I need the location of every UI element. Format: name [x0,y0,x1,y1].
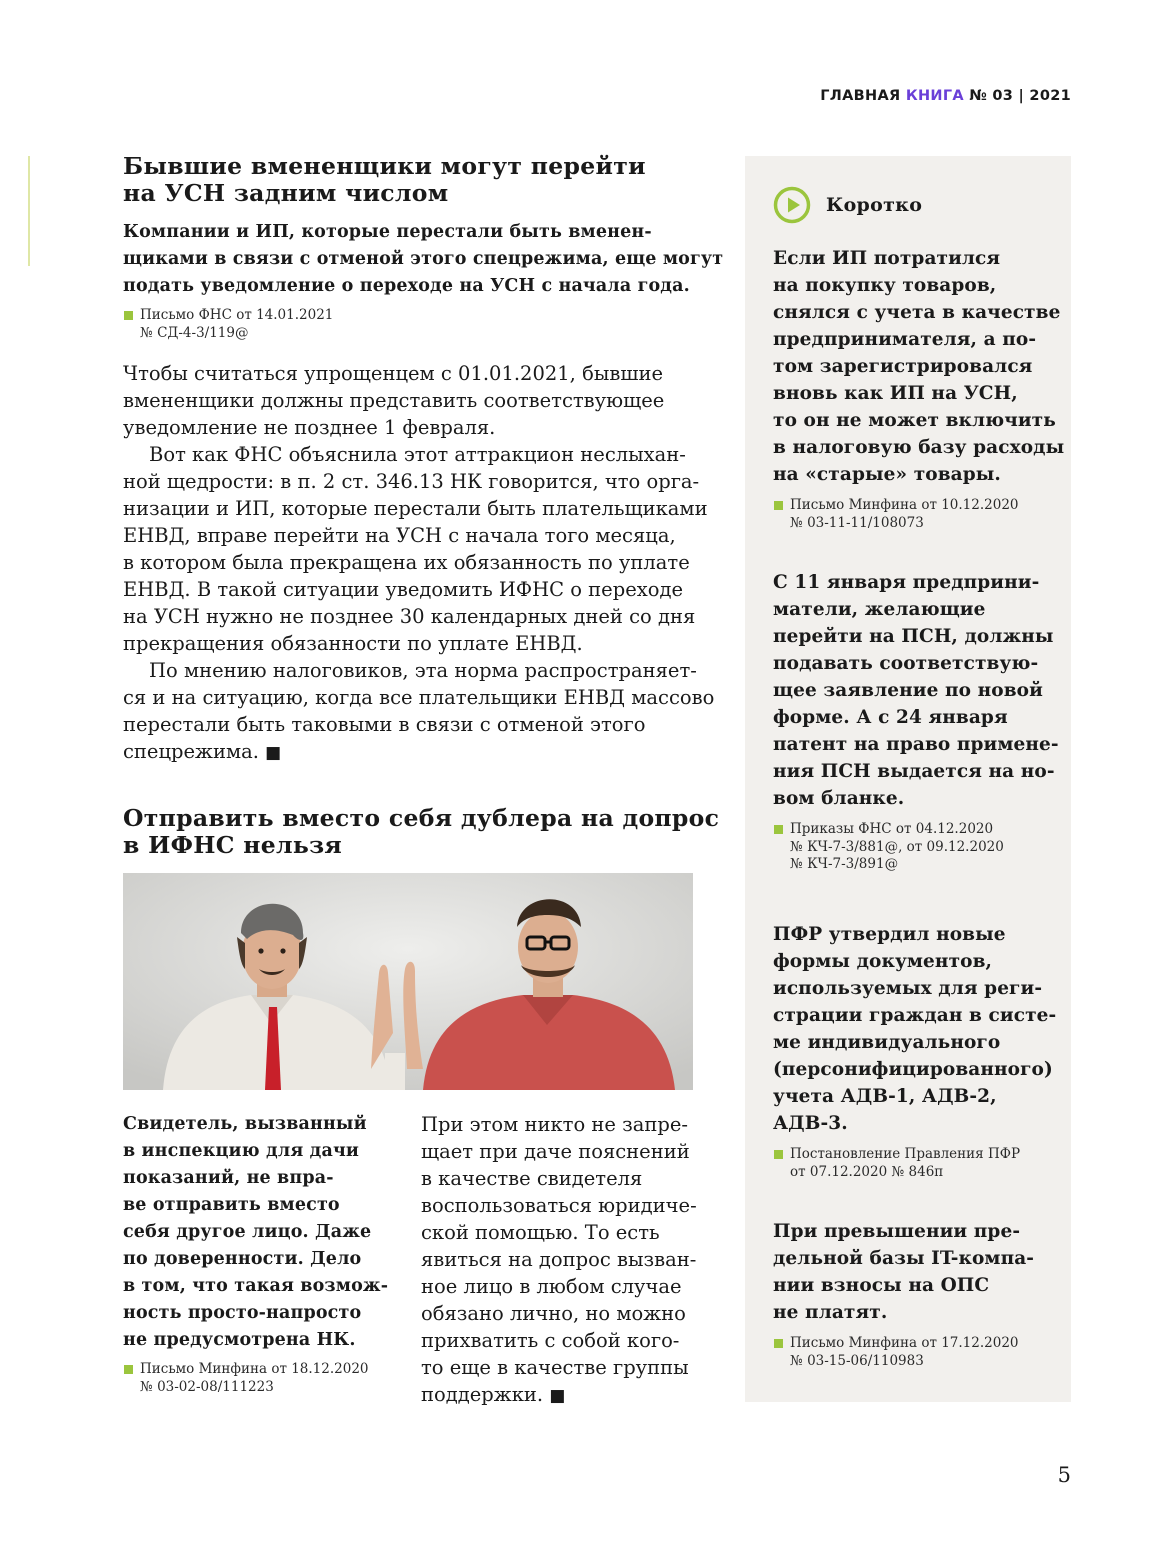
brief-item [773,245,1063,532]
play-icon [773,186,811,224]
brief-text: При превышении пре- дельной базы IT-компа- нии взносы на ОПС не платят. [773,1221,1035,1323]
paragraph: По мнению налоговиков, эта норма распространяет- ся и на ситуацию, когда все плательщики ЕНВД массово перестали быть таковыми в связи с отменой этого спецрежима. ■ [123,659,715,763]
brief-source: Письмо Минфина от 10.12.2020 № 03-11-11/108073 [773,497,1063,532]
brief-source: Постановление Правления ПФР от 07.12.2020 № 846п [773,1146,1063,1181]
brief-item [773,1218,1063,1370]
article-1-lead: Компании и ИП, которые перестали быть вменен- щиками в связи с отменой этого спецрежима, еще могут подать уведомление о переходе на УСН с начала года. [123,222,724,296]
article-2-lead: Свидетель, вызванный в инспекцию для дачи показаний, не впра- ве отправить вместо себя другое лицо. Даже по доверенности. Дело в том, что такая возмож- ность просто-напросто не предусмотрена НК. [123,1114,389,1350]
article-1-source: Письмо ФНС от 14.01.2021 № СД-4-3/119@ [123,307,697,342]
brand-part2: КНИГА [905,88,964,104]
brief-source: Письмо Минфина от 17.12.2020 № 03-15-06/110983 [773,1335,1063,1370]
brief-item [773,921,1063,1181]
article-1 [123,152,724,767]
end-mark: ■ [549,1386,566,1406]
article-2-title: Отправить вместо себя дублера на допрос в ИФНС нельзя [123,804,720,859]
article-2-photo [123,873,693,1090]
sidebar-briefs [745,156,1071,1402]
brief-text: С 11 января предприни- матели, желающие перейти на ПСН, должны подавать соответствую- щее заявление по новой форме. А с 24 января патент на право примене- ния ПСН выдается на но- вом бланке. [773,572,1059,809]
paragraph: Вот как ФНС объяснила этот аттракцион неслыхан- ной щедрости: в п. 2 ст. 346.13 НК говорится, что орга- низации и ИП, которые перестали быть плательщиками ЕНВД, вправе перейти на УСН с начала того месяца, в котором была прекращена их обязанность по уплате ЕНВД. В такой ситуации уведомить ИФНС о переходе на УСН нужно не позднее 30 календарных дней со дня прекращения обязанности по уплате ЕНВД. [123,443,708,655]
brief-text: Если ИП потратился на покупку товаров, снялся с учета в качестве предпринимателя, а по- том зарегистрировался вновь как ИП на УСН, то он не может включить в налоговую базу расходы на «старые» товары. [773,248,1065,485]
article-2 [123,804,720,859]
paragraph: Чтобы считаться упрощенцем с 01.01.2021, бывшие вмененщики должны представить соответствующее уведомление не позднее 1 февраля. [123,362,665,439]
brand-part1: ГЛАВНАЯ [820,88,901,104]
article-1-body [123,360,715,767]
end-mark: ■ [265,743,282,763]
brief-source: Приказы ФНС от 04.12.2020 № КЧ-7-3/881@, от 09.12.2020 № КЧ-7-3/891@ [773,821,1063,874]
margin-rule [28,156,30,266]
sidebar-header [773,186,922,224]
issue-number: № 03 | 2021 [969,88,1071,104]
article-2-body: При этом никто не запре- щает при даче пояснений в качестве свидетеля воспользоваться юридиче- ской помощью. То есть явиться на допрос вызван- ное лицо в любом случае обязано лично, но можно прихватить с собой кого- то еще в качестве группы поддержки. ■ [421,1113,697,1406]
article-2-lead-column [123,1111,393,1396]
sidebar-title: Коротко [826,194,923,216]
article-1-title: Бывшие вмененщики могут перейти на УСН задним числом [123,152,646,207]
page-number: 5 [1057,1463,1071,1487]
brief-item [773,569,1063,874]
brief-text: ПФР утвердил новые формы документов, используемых для реги- страции граждан в систе- ме индивидуального (персонифицированного) учета АДВ-1, АДВ-2, АДВ-3. [773,924,1057,1134]
article-2-source: Письмо Минфина от 18.12.2020 № 03-02-08/111223 [123,1361,393,1396]
masthead [820,88,1071,104]
